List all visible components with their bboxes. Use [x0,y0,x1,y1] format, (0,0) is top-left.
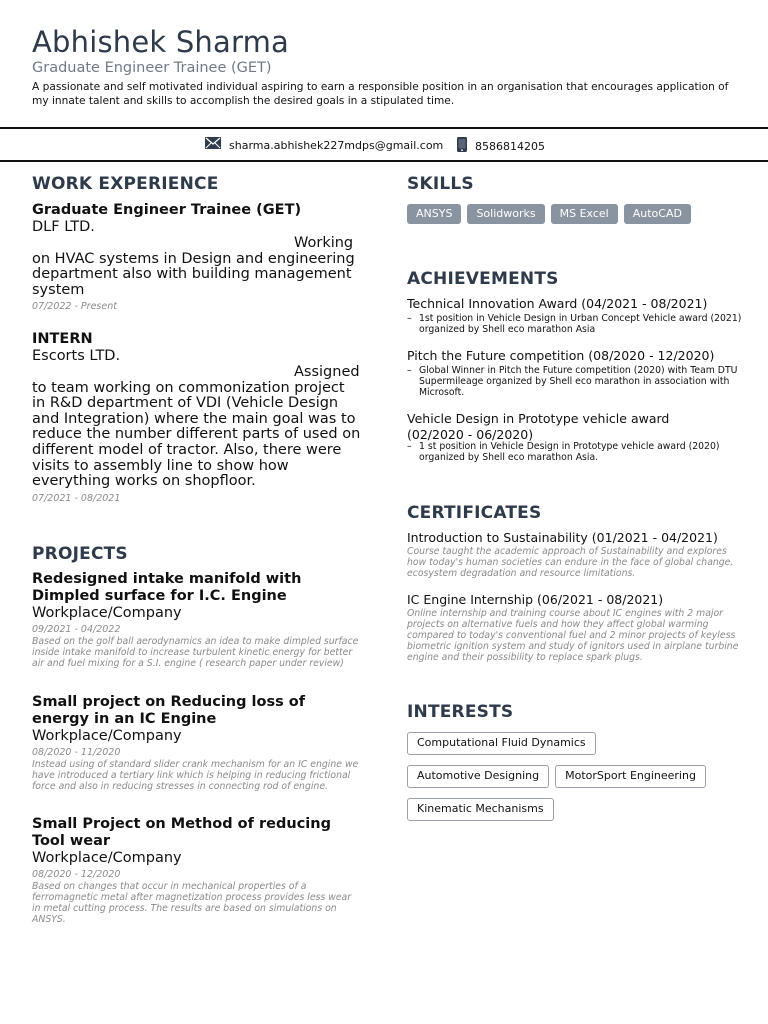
interest-tag: Computational Fluid Dynamics [407,732,596,755]
project-title: Small Project on Method of reducing Tool wear [32,816,331,849]
interest-tag: MotorSport Engineering [555,765,706,788]
skill-tag: ANSYS [407,204,461,224]
job-description: Assigned to team working on commonization project in R&D department of VDI (Vehicle Design and Integration) where the main goal was to reduce the number different parts of used on different model of tractor. Also, there were visits to assembly line to show how everything works on shopfloor. [32,364,361,490]
project-description: Instead using of standard slider crank mechanism for an IC engine we have introduced a tertiary link which is helping in reducing frictional force and also in reducing stresses in connecting rod of engine. [32,759,359,792]
project-item [32,571,362,669]
email-text[interactable]: sharma.abhishek227mdps@gmail.com [229,138,444,152]
email-contact[interactable] [205,137,443,154]
achievement-item [407,348,747,398]
certificate-item [407,592,747,663]
skill-tag: AutoCAD [624,204,691,224]
certificates-heading: CERTIFICATES [407,503,542,523]
achievement-title: Pitch the Future competition (08/2020 - 12/2020) [407,348,715,363]
job-title: INTERN [32,331,93,347]
skill-tag: Solidworks [467,204,544,224]
work-item [32,202,362,313]
project-date: 08/2020 - 11/2020 [32,747,121,758]
job-title: Graduate Engineer Trainee (GET) [32,202,302,218]
project-date: 09/2021 - 04/2022 [32,624,121,635]
company-name: Escorts LTD. [32,348,121,364]
certificate-title: Introduction to Sustainability (01/2021 - 04/2021) [407,530,718,545]
certificate-title: IC Engine Internship (06/2021 - 08/2021) [407,592,664,607]
mobile-phone-icon [457,137,467,157]
project-item [32,694,362,792]
certificate-item [407,530,747,579]
skills-list [407,204,747,224]
achievement-bullet: – Global Winner in Pitch the Future competition (2020) with Team DTU Supermileage organized by Shell eco marathon in association with Microsoft. [407,365,738,398]
interest-tag: Automotive Designing [407,765,549,788]
project-description: Based on the golf ball aerodynamics an idea to make dimpled surface inside intake manifold to increase turbulent kinetic energy for better air and fuel mixing for a S.I. engine ( research paper under review) [32,636,359,669]
phone-contact[interactable] [457,137,545,157]
project-company: Workplace/Company [32,850,182,866]
work-experience-heading: WORK EXPERIENCE [32,174,219,194]
project-company: Workplace/Company [32,728,182,744]
project-date: 08/2020 - 12/2020 [32,869,121,880]
candidate-name: Abhishek Sharma [32,25,290,59]
envelope-icon [205,137,221,154]
achievement-item [407,296,747,335]
resume-header [32,24,742,108]
achievement-item [407,411,677,443]
interests-list [407,732,747,821]
work-item [32,331,362,505]
achievement-title: Technical Innovation Award (04/2021 - 08/2021) [407,296,708,311]
certificate-description: Online internship and training course about IC engines with 2 major projects on alternative fuels and how they affect global warming compared to today's conventional fuel and 2 minor projects of keyless biometric ignition system and study of ignitors used in airplane turbine engine and their possibility to replace spark plugs. [407,608,739,663]
contact-bar [0,127,768,162]
achievement-bullet: – 1 st position in Vehicle Design in Prototype vehicle award (2020) organized by Shell eco marathon Asia. [407,441,720,463]
project-item [32,816,362,925]
interests-heading: INTERESTS [407,702,514,722]
projects-heading: PROJECTS [32,544,128,564]
achievement-bullet-wrap [407,440,747,463]
candidate-role: Graduate Engineer Trainee (GET) [32,60,272,76]
summary-text: A passionate and self motivated individual aspiring to earn a responsible position in an organisation that encourages application of my innate talent and skills to accomplish the desired goals in a stipulated time. [32,81,729,107]
company-name: DLF LTD. [32,219,95,235]
achievements-heading: ACHIEVEMENTS [407,269,559,289]
phone-text[interactable]: 8586814205 [475,140,545,153]
certificate-description: Course taught the academic approach of Sustainability and explores how today's human societies can endure in the face of global change, ecosystem degradation and resource limitations. [407,546,734,579]
achievement-title: Vehicle Design in Prototype vehicle award (02/2020 - 06/2020) [407,411,670,442]
project-title: Redesigned intake manifold with Dimpled surface for I.C. Engine [32,571,302,604]
job-date: 07/2021 - 08/2021 [32,492,121,504]
skills-heading: SKILLS [407,174,474,194]
project-description: Based on changes that occur in mechanical properties of a ferromagnetic metal after magnetization process provides less wear in metal cutting process. The results are based on simulations on ANSYS. [32,881,352,925]
achievement-bullet: – 1st position in Vehicle Design in Urban Concept Vehicle award (2021) organized by Shell eco marathon Asia [407,313,742,335]
project-company: Workplace/Company [32,605,182,621]
job-description: Working on HVAC systems in Design and engineering department also with building management system [32,235,355,298]
job-date: 07/2022 - Present [32,301,117,313]
project-title: Small project on Reducing loss of energy in an IC Engine [32,694,306,727]
interest-tag: Kinematic Mechanisms [407,798,554,821]
skill-tag: MS Excel [551,204,618,224]
